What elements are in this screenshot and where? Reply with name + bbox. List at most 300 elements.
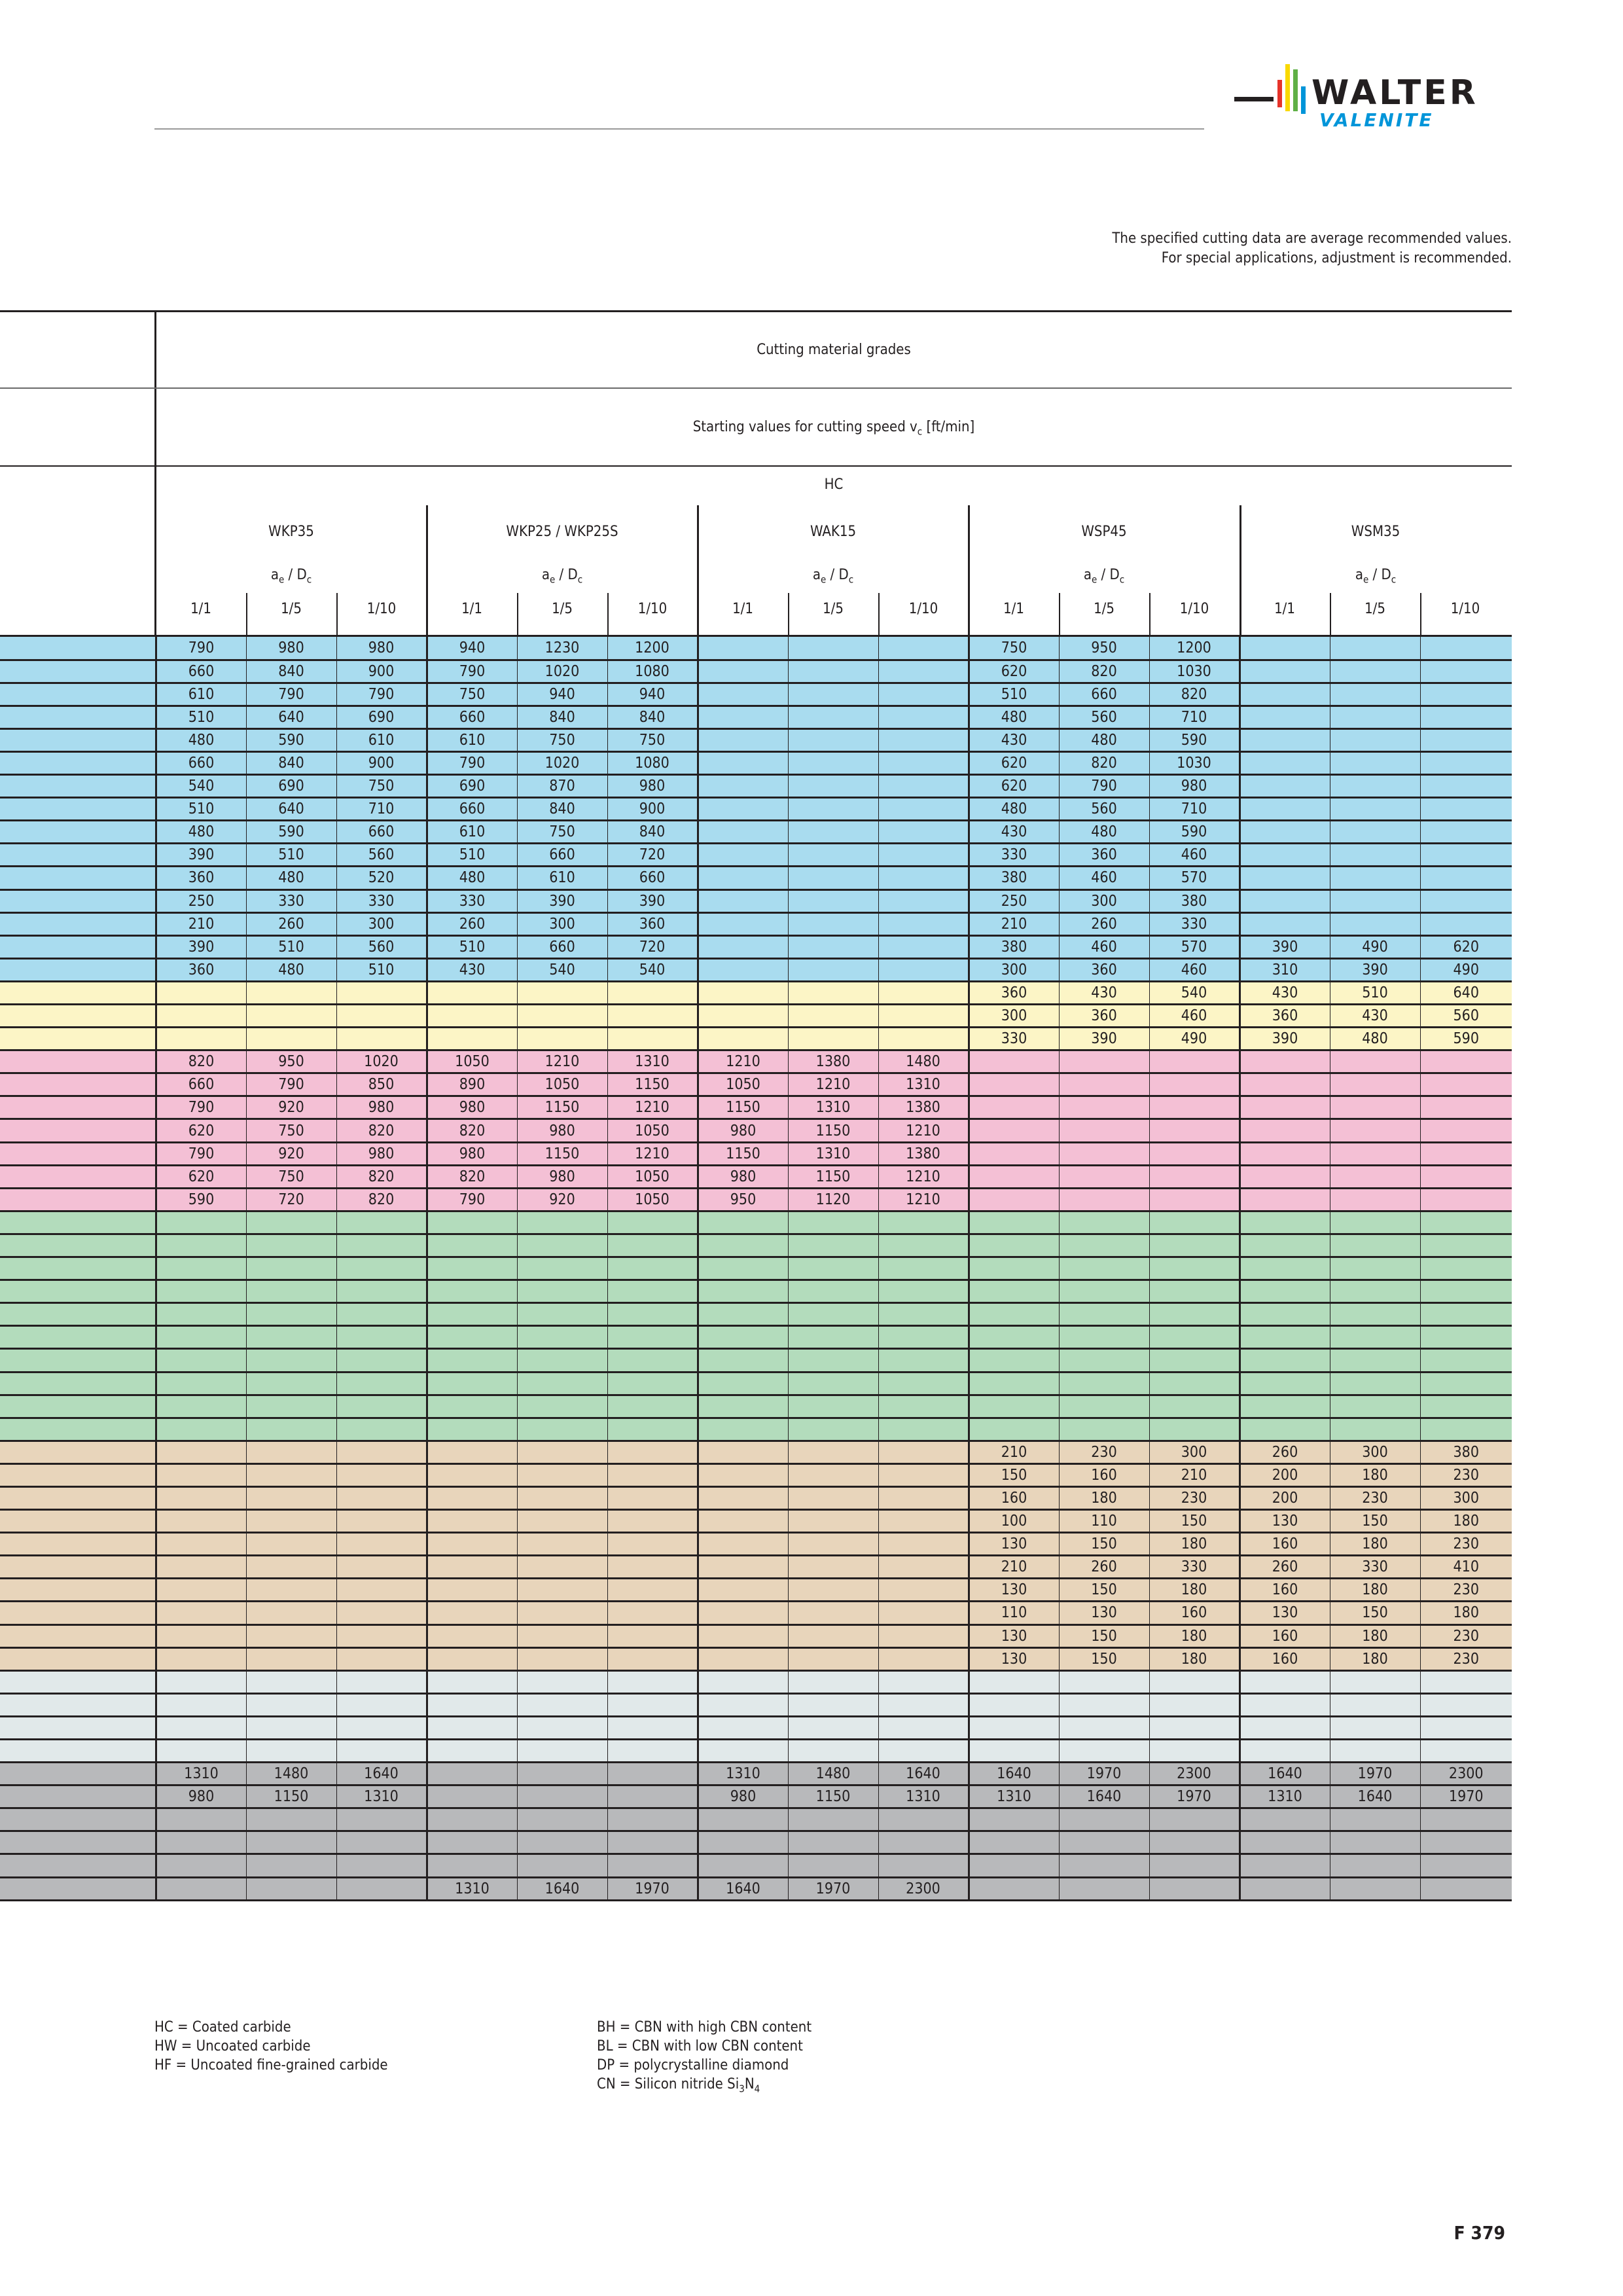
ratio-d: / D — [1368, 567, 1391, 583]
speed-cell — [698, 1257, 788, 1280]
speed-cell — [246, 1463, 336, 1486]
ratio-e: e — [1091, 573, 1097, 586]
speed-cell — [427, 1326, 517, 1349]
speed-cell — [156, 1877, 246, 1900]
speed-cell — [878, 1441, 969, 1463]
speed-cell: 230 — [1330, 1486, 1420, 1509]
speed-cell: 460 — [1149, 844, 1240, 867]
speed-cell — [1420, 1326, 1512, 1349]
speed-cell — [1330, 1349, 1420, 1372]
speed-cell: 360 — [607, 912, 698, 935]
speed-cell — [878, 1234, 969, 1257]
speed-cell — [517, 1418, 607, 1441]
speed-cell — [788, 1234, 878, 1257]
legend-bl: BL = CBN with low CBN content — [597, 2038, 803, 2054]
speed-cell: 790 — [156, 637, 246, 660]
speed-cell — [788, 844, 878, 867]
speed-cell: 300 — [969, 1005, 1059, 1028]
legend-cn — [597, 2075, 812, 2098]
speed-cell — [1330, 1372, 1420, 1395]
speed-cell — [878, 1693, 969, 1716]
speed-cell — [1240, 1831, 1330, 1854]
speed-cell: 480 — [1059, 821, 1149, 844]
speed-cell: 180 — [1330, 1624, 1420, 1647]
speed-cell: 1640 — [1240, 1763, 1330, 1785]
speed-cell — [517, 1624, 607, 1647]
speed-cell — [1240, 637, 1330, 660]
speed-cell: 250 — [156, 889, 246, 912]
speed-cell — [878, 867, 969, 889]
speed-cell — [246, 1418, 336, 1441]
table-row — [0, 1647, 1512, 1670]
speed-cell — [246, 1257, 336, 1280]
speed-cell: 1150 — [788, 1165, 878, 1188]
speed-cell — [698, 1854, 788, 1877]
speed-cell: 1640 — [878, 1763, 969, 1785]
table-row — [0, 1418, 1512, 1441]
speed-cell — [878, 1211, 969, 1234]
row-label-cell — [0, 1854, 156, 1877]
speed-cell — [336, 1211, 427, 1234]
header-rule-2 — [0, 387, 1512, 389]
table-row — [0, 1716, 1512, 1739]
speed-cell: 1310 — [336, 1785, 427, 1808]
speed-cell — [788, 1303, 878, 1326]
row-label-cell — [0, 1556, 156, 1579]
table-row — [0, 1486, 1512, 1509]
speed-cell — [156, 1510, 246, 1533]
table-row — [0, 912, 1512, 935]
speed-cell: 430 — [1240, 981, 1330, 1004]
speed-cell: 1210 — [517, 1050, 607, 1073]
speed-cell — [1330, 1326, 1420, 1349]
speed-cell — [1240, 1349, 1330, 1372]
speed-cell — [878, 1349, 969, 1372]
legend-dp: DP = polycrystalline diamond — [597, 2057, 789, 2073]
speed-cell — [246, 1740, 336, 1763]
row-label-cell — [0, 1624, 156, 1647]
speed-cell — [878, 660, 969, 683]
speed-cell — [878, 637, 969, 660]
speed-cell: 360 — [156, 867, 246, 889]
speed-cell — [878, 1808, 969, 1831]
speed-cell: 980 — [427, 1096, 517, 1119]
speed-cell — [698, 1211, 788, 1234]
speed-cell: 300 — [517, 912, 607, 935]
speed-cell: 130 — [969, 1647, 1059, 1670]
speed-cell: 200 — [1240, 1486, 1330, 1509]
speed-cell: 980 — [698, 1785, 788, 1808]
speed-cell: 330 — [969, 1028, 1059, 1050]
speed-cell — [607, 1463, 698, 1486]
speed-cell — [698, 821, 788, 844]
speed-cell: 210 — [969, 1441, 1059, 1463]
speed-cell — [1420, 1096, 1512, 1119]
speed-cell — [1240, 660, 1330, 683]
speed-cell: 790 — [427, 660, 517, 683]
note-line-1: The specified cutting data are average recommended values. — [1112, 230, 1512, 247]
speed-cell: 1310 — [878, 1785, 969, 1808]
speed-cell — [698, 706, 788, 728]
speed-cell — [1330, 1670, 1420, 1693]
speed-cell: 430 — [1059, 981, 1149, 1004]
speed-cell — [698, 637, 788, 660]
speed-cell — [1330, 683, 1420, 706]
speed-cell: 180 — [1149, 1579, 1240, 1602]
speed-cell — [1330, 1854, 1420, 1877]
speed-cell: 750 — [517, 821, 607, 844]
speed-cell — [607, 1740, 698, 1763]
speed-cell — [156, 1005, 246, 1028]
fraction-separator — [246, 593, 247, 637]
speed-cell: 790 — [1059, 775, 1149, 798]
speed-cell: 1480 — [788, 1763, 878, 1785]
speed-cell — [1420, 1211, 1512, 1234]
speed-cell — [878, 798, 969, 821]
row-label-cell — [0, 1257, 156, 1280]
speed-cell: 840 — [517, 798, 607, 821]
speed-cell: 330 — [336, 889, 427, 912]
speed-cell — [969, 1716, 1059, 1739]
speed-cell: 1210 — [607, 1142, 698, 1165]
speed-cell: 660 — [517, 935, 607, 958]
speed-cell — [1240, 1142, 1330, 1165]
speed-cell — [1420, 844, 1512, 867]
speed-cell: 1640 — [969, 1763, 1059, 1785]
speed-cell: 160 — [1240, 1647, 1330, 1670]
speed-cell: 1310 — [969, 1785, 1059, 1808]
ratio-a: a — [812, 567, 821, 583]
table-row — [0, 1395, 1512, 1418]
speed-cell — [698, 1028, 788, 1050]
speed-cell — [156, 1579, 246, 1602]
speed-cell — [336, 1280, 427, 1303]
speed-cell — [698, 798, 788, 821]
speed-cell: 820 — [156, 1050, 246, 1073]
speed-cell: 230 — [1420, 1647, 1512, 1670]
speed-cell — [1149, 1257, 1240, 1280]
speed-cell — [969, 1165, 1059, 1188]
speed-cell — [788, 1257, 878, 1280]
row-label-cell — [0, 1349, 156, 1372]
row-label-cell — [0, 1096, 156, 1119]
ratio-e: e — [820, 573, 827, 586]
speed-cell: 660 — [1059, 683, 1149, 706]
speed-cell — [1420, 821, 1512, 844]
grade-wkp25: WKP25 / WKP25S — [506, 524, 618, 540]
speed-cell: 180 — [1330, 1463, 1420, 1486]
speed-cell — [607, 1257, 698, 1280]
speed-cell — [336, 1693, 427, 1716]
fraction-header: 1/5 — [552, 601, 573, 617]
speed-cell — [156, 1303, 246, 1326]
row-label-cell — [0, 1670, 156, 1693]
cutting-data-note — [1112, 229, 1512, 268]
speed-cell — [1059, 1326, 1149, 1349]
speed-cell: 1380 — [878, 1142, 969, 1165]
speed-cell: 980 — [698, 1165, 788, 1188]
speed-cell — [878, 1005, 969, 1028]
speed-cell — [1330, 844, 1420, 867]
speed-cell: 1640 — [1330, 1785, 1420, 1808]
speed-cell — [698, 775, 788, 798]
ratio-c: c — [1119, 573, 1125, 586]
speed-cell — [427, 1831, 517, 1854]
speed-cell — [698, 1349, 788, 1372]
row-label-cell — [0, 1510, 156, 1533]
speed-cell: 180 — [1330, 1533, 1420, 1556]
speed-cell — [969, 1693, 1059, 1716]
speed-cell: 820 — [427, 1165, 517, 1188]
speed-cell — [1420, 1257, 1512, 1280]
speed-cell — [698, 751, 788, 774]
table-row — [0, 1463, 1512, 1486]
ratio-c: c — [577, 573, 583, 586]
speed-cell: 1480 — [878, 1050, 969, 1073]
speed-cell — [517, 1716, 607, 1739]
speed-cell — [969, 1349, 1059, 1372]
speed-cell — [607, 1624, 698, 1647]
table-row — [0, 751, 1512, 774]
speed-cell — [1420, 1372, 1512, 1395]
fraction-separator — [1059, 593, 1060, 637]
legend-cn-prefix: CN = Silicon nitride Si — [597, 2076, 740, 2092]
speed-cell — [1330, 1395, 1420, 1418]
speed-cell — [607, 1372, 698, 1395]
speed-cell — [1330, 1188, 1420, 1211]
table-row — [0, 889, 1512, 912]
speed-cell — [1149, 1740, 1240, 1763]
speed-cell — [156, 1670, 246, 1693]
speed-cell — [698, 1647, 788, 1670]
speed-cell — [878, 1486, 969, 1509]
fraction-header: 1/10 — [637, 601, 668, 617]
row-label-cell — [0, 1050, 156, 1073]
speed-cell: 390 — [1059, 1028, 1149, 1050]
row-label-cell — [0, 844, 156, 867]
speed-cell — [1149, 1326, 1240, 1349]
speed-cell — [517, 1280, 607, 1303]
speed-cell — [246, 1211, 336, 1234]
speed-cell: 710 — [1149, 798, 1240, 821]
speed-cell: 720 — [607, 935, 698, 958]
speed-cell — [1240, 1740, 1330, 1763]
speed-cell: 130 — [969, 1533, 1059, 1556]
speed-cell: 1020 — [517, 751, 607, 774]
speed-cell: 820 — [336, 1119, 427, 1142]
table-row — [0, 706, 1512, 728]
speed-cell — [517, 1463, 607, 1486]
speed-cell — [1149, 1165, 1240, 1188]
speed-cell: 980 — [517, 1119, 607, 1142]
speed-cell: 1380 — [788, 1050, 878, 1073]
speed-cell — [1420, 1280, 1512, 1303]
speed-cell — [1240, 867, 1330, 889]
speed-cell — [1059, 1670, 1149, 1693]
speed-cell — [878, 1395, 969, 1418]
row-label-cell — [0, 751, 156, 774]
speed-cell — [1420, 683, 1512, 706]
speed-cell: 610 — [427, 821, 517, 844]
speed-cell — [1420, 1418, 1512, 1441]
row-label-cell — [0, 1234, 156, 1257]
speed-cell — [1420, 660, 1512, 683]
speed-cell: 510 — [156, 798, 246, 821]
ratio-c: c — [848, 573, 854, 586]
fraction-header: 1/5 — [1364, 601, 1385, 617]
speed-cell — [607, 1831, 698, 1854]
speed-cell — [1149, 1349, 1240, 1372]
speed-cell: 560 — [1059, 798, 1149, 821]
speed-cell — [878, 821, 969, 844]
speed-cell — [969, 1050, 1059, 1073]
speed-cell — [156, 1234, 246, 1257]
table-row — [0, 1740, 1512, 1763]
speed-cell — [788, 798, 878, 821]
speed-cell: 260 — [1240, 1556, 1330, 1579]
fraction-header: 1/10 — [908, 601, 938, 617]
speed-cell: 840 — [246, 660, 336, 683]
row-label-cell — [0, 1142, 156, 1165]
fraction-separator — [1330, 593, 1331, 637]
speed-cell — [1420, 1395, 1512, 1418]
speed-cell — [427, 1510, 517, 1533]
speed-cell — [1240, 775, 1330, 798]
speed-cell — [698, 1372, 788, 1395]
table-row — [0, 1050, 1512, 1073]
speed-cell — [336, 1028, 427, 1050]
row-label-cell — [0, 912, 156, 935]
speed-cell — [156, 1395, 246, 1418]
speed-cell: 920 — [246, 1096, 336, 1119]
speed-cell — [1149, 1050, 1240, 1073]
speed-cell — [698, 958, 788, 981]
table-row — [0, 1831, 1512, 1854]
table-row — [0, 1188, 1512, 1211]
fraction-header: 1/1 — [190, 601, 211, 617]
table-row — [0, 1808, 1512, 1831]
speed-cell — [1240, 1119, 1330, 1142]
speed-cell — [788, 1418, 878, 1441]
speed-cell — [156, 1463, 246, 1486]
speed-cell — [336, 1647, 427, 1670]
speed-cell: 150 — [1330, 1602, 1420, 1624]
speed-cell — [607, 1510, 698, 1533]
speed-cell: 820 — [336, 1188, 427, 1211]
speed-cell — [517, 1211, 607, 1234]
speed-cell: 510 — [336, 958, 427, 981]
row-label-cell — [0, 637, 156, 660]
speed-cell — [336, 1624, 427, 1647]
speed-cell — [1330, 1693, 1420, 1716]
speed-cell — [969, 1877, 1059, 1900]
fraction-header: 1/5 — [823, 601, 844, 617]
speed-cell — [1240, 798, 1330, 821]
speed-cell: 230 — [1420, 1463, 1512, 1486]
speed-cell: 980 — [246, 637, 336, 660]
speed-cell: 460 — [1059, 935, 1149, 958]
speed-cell — [427, 1441, 517, 1463]
speed-cell: 300 — [1149, 1441, 1240, 1463]
speed-cell: 460 — [1149, 958, 1240, 981]
table-row — [0, 1073, 1512, 1096]
speed-cell: 510 — [969, 683, 1059, 706]
table-row — [0, 1372, 1512, 1395]
speed-cell: 590 — [246, 728, 336, 751]
speed-cell — [517, 1763, 607, 1785]
speed-cell — [1059, 1234, 1149, 1257]
speed-cell — [1420, 867, 1512, 889]
speed-cell — [878, 1831, 969, 1854]
speed-cell — [969, 1280, 1059, 1303]
speed-cell: 480 — [969, 706, 1059, 728]
ratio-d: / D — [284, 567, 307, 583]
speed-cell — [1059, 1257, 1149, 1280]
speed-cell — [698, 935, 788, 958]
speed-cell — [1059, 1693, 1149, 1716]
ratio-d: / D — [1097, 567, 1120, 583]
speed-cell — [156, 1326, 246, 1349]
table-row — [0, 1763, 1512, 1785]
speed-cell — [607, 1395, 698, 1418]
row-label-cell — [0, 958, 156, 981]
speed-cell: 750 — [427, 683, 517, 706]
speed-cell — [698, 1831, 788, 1854]
speed-cell — [517, 1602, 607, 1624]
speed-cell — [427, 1693, 517, 1716]
speed-cell: 300 — [969, 958, 1059, 981]
speed-cell: 330 — [1330, 1556, 1420, 1579]
table-row — [0, 958, 1512, 981]
speed-cell: 1640 — [336, 1763, 427, 1785]
speed-cell — [788, 751, 878, 774]
speed-cell — [788, 1510, 878, 1533]
speed-cell — [1330, 660, 1420, 683]
speed-cell — [878, 1602, 969, 1624]
speed-cell: 230 — [1420, 1579, 1512, 1602]
speed-cell — [788, 958, 878, 981]
speed-cell — [969, 1211, 1059, 1234]
speed-cell — [427, 1418, 517, 1441]
speed-cell — [1420, 1303, 1512, 1326]
speed-cell: 100 — [969, 1510, 1059, 1533]
speed-cell — [607, 1716, 698, 1739]
speed-cell: 660 — [156, 660, 246, 683]
speed-cell — [1059, 1808, 1149, 1831]
legend-hc: HC = Coated carbide — [154, 2019, 291, 2036]
speed-cell: 180 — [1059, 1486, 1149, 1509]
speed-cell: 130 — [1240, 1602, 1330, 1624]
speed-cell: 210 — [1149, 1463, 1240, 1486]
row-label-cell — [0, 1463, 156, 1486]
speed-cell: 360 — [1059, 844, 1149, 867]
speed-cell: 820 — [427, 1119, 517, 1142]
speed-cell: 920 — [246, 1142, 336, 1165]
speed-cell — [517, 1670, 607, 1693]
speed-cell: 980 — [336, 1096, 427, 1119]
speed-cell: 900 — [607, 798, 698, 821]
speed-cell — [788, 1211, 878, 1234]
row-label-cell — [0, 1073, 156, 1096]
speed-cell: 480 — [427, 867, 517, 889]
speed-cell — [156, 1028, 246, 1050]
speed-cell — [517, 1486, 607, 1509]
speed-cell: 590 — [1420, 1028, 1512, 1050]
speed-cell — [788, 1831, 878, 1854]
speed-cell — [246, 1647, 336, 1670]
table-row — [0, 798, 1512, 821]
table-row — [0, 775, 1512, 798]
